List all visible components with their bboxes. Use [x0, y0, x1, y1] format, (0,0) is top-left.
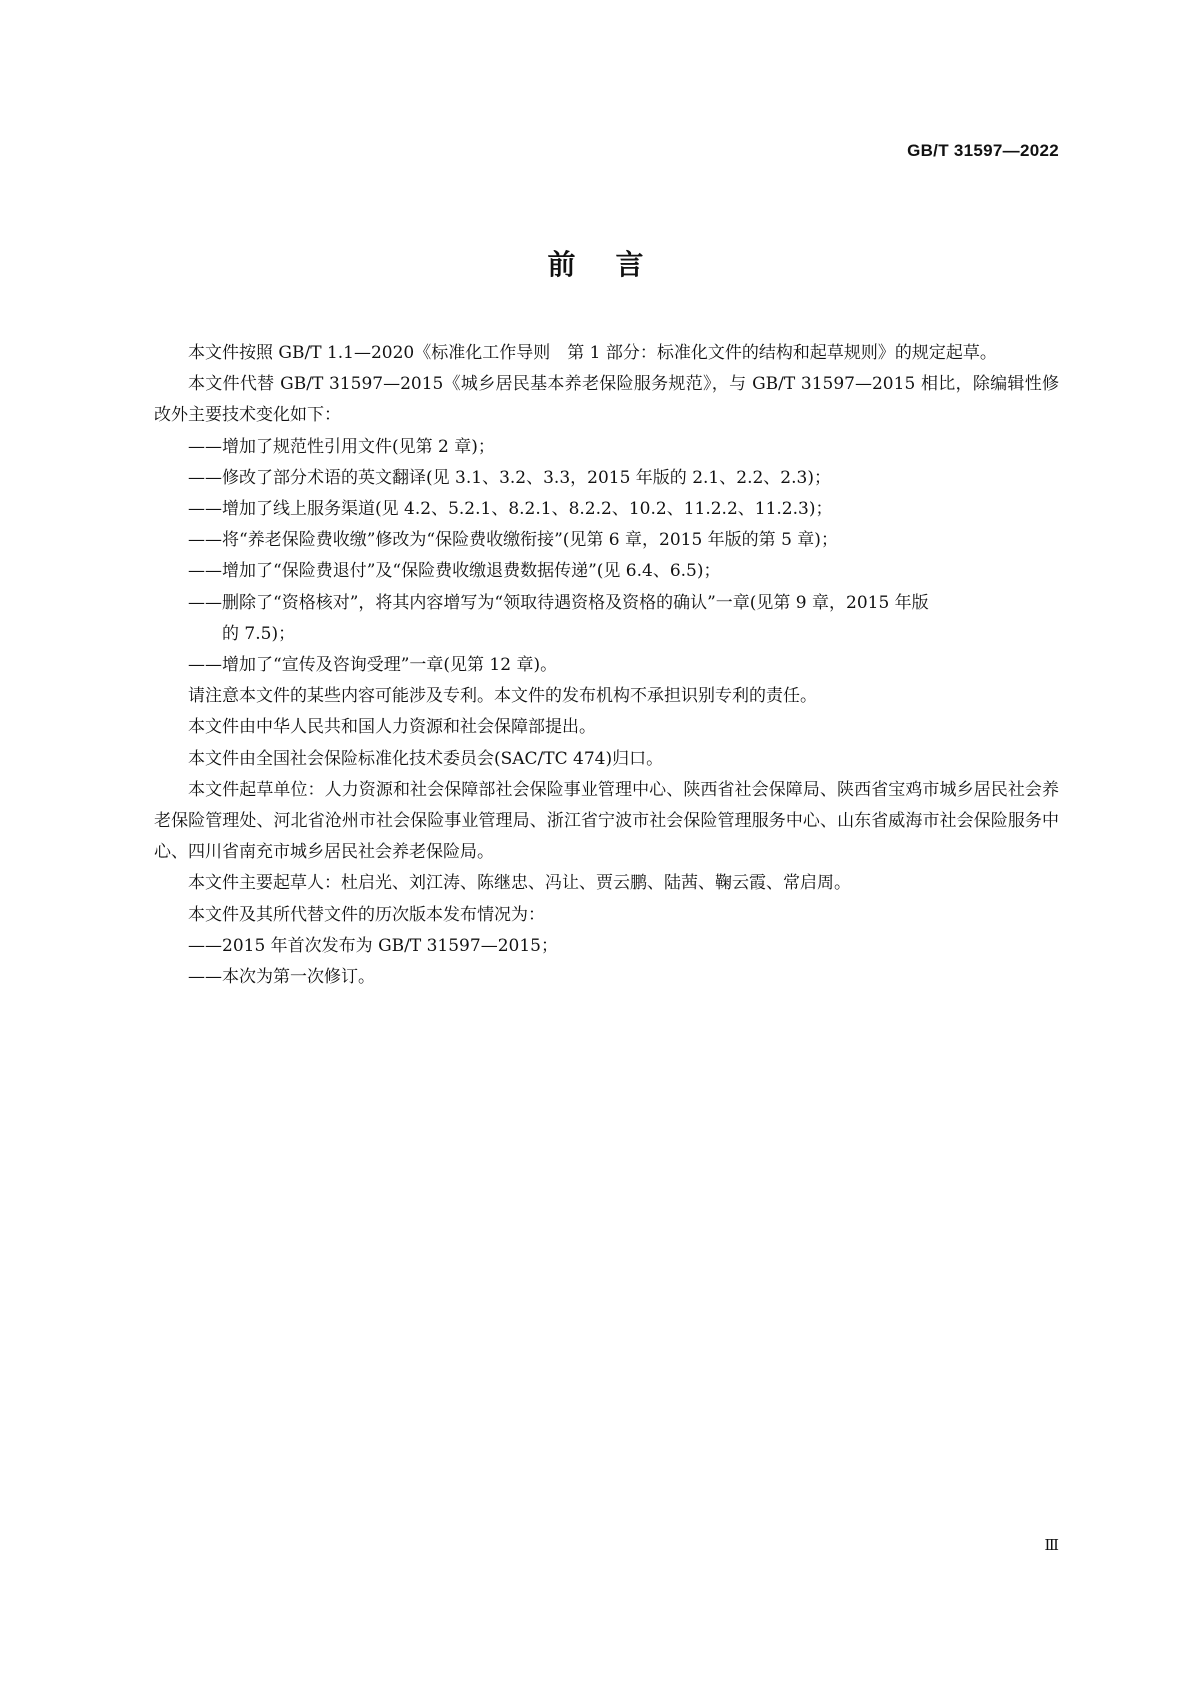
paragraph-patent-notice: 请注意本文件的某些内容可能涉及专利。本文件的发布机构不承担识别专利的责任。 [188, 686, 817, 707]
standard-number: GB/T 31597—2022 [907, 141, 1059, 160]
change-item: ——增加了规范性引用文件(见第 2 章)； [188, 436, 495, 457]
paragraph-drafters: 本文件主要起草人：杜启光、刘江涛、陈继忠、冯让、贾云鹏、陆茜、鞠云霞、常启周。 [188, 873, 851, 894]
change-item-continuation: 的 7.5)； [222, 623, 296, 644]
change-item: ——增加了“保险费退付”及“保险费收缴退费数据传递”(见 6.4、6.5)； [188, 561, 721, 582]
change-item: ——删除了“资格核对”，将其内容增写为“领取待遇资格及资格的确认”一章(见第 9 章，2015 年版 [188, 592, 929, 613]
change-item: ——增加了线上服务渠道(见 4.2、5.2.1、8.2.1、8.2.2、10.2、11.2.2、11.2.3)； [188, 499, 833, 520]
foreword-body [154, 338, 1059, 993]
paragraph-replaces: 本文件代替 GB/T 31597—2015《城乡居民基本养老保险服务规范》，与 GB/T 31597—2015 相比，除编辑性修改外主要技术变化如下： [154, 374, 1059, 426]
paragraph-proposer: 本文件由中华人民共和国人力资源和社会保障部提出。 [188, 717, 596, 738]
history-item: ——2015 年首次发布为 GB/T 31597—2015； [188, 935, 558, 956]
change-item: ——将“养老保险费收缴”修改为“保险费收缴衔接”(见第 6 章，2015 年版的第 5 章)； [188, 530, 838, 551]
paragraph-drafting-rules: 本文件按照 GB/T 1.1—2020《标准化工作导则 第 1 部分：标准化文件的结构和起草规则》的规定起草。 [188, 343, 997, 363]
change-item: ——增加了“宣传及咨询受理”一章(见第 12 章)。 [188, 655, 558, 676]
paragraph-drafting-units: 本文件起草单位：人力资源和社会保障部社会保险事业管理中心、陕西省社会保障局、陕西省宝鸡市城乡居民社会养老保险管理处、河北省沧州市社会保险事业管理局、浙江省宁波市社会保险管理服务中心、山东省威海市社会保险服务中心、四川省南充市城乡居民社会养老保险局。 [154, 779, 1059, 863]
paragraph-committee: 本文件由全国社会保险标准化技术委员会(SAC/TC 474)归口。 [188, 748, 664, 769]
page-title: 前言 [547, 248, 684, 281]
history-item: ——本次为第一次修订。 [188, 967, 375, 988]
paragraph-history-intro: 本文件及其所代替文件的历次版本发布情况为： [188, 904, 545, 925]
page-number: Ⅲ [1044, 1536, 1059, 1554]
change-item: ——修改了部分术语的英文翻译(见 3.1、3.2、3.3，2015 年版的 2.1、2.2、2.3)； [188, 467, 831, 488]
